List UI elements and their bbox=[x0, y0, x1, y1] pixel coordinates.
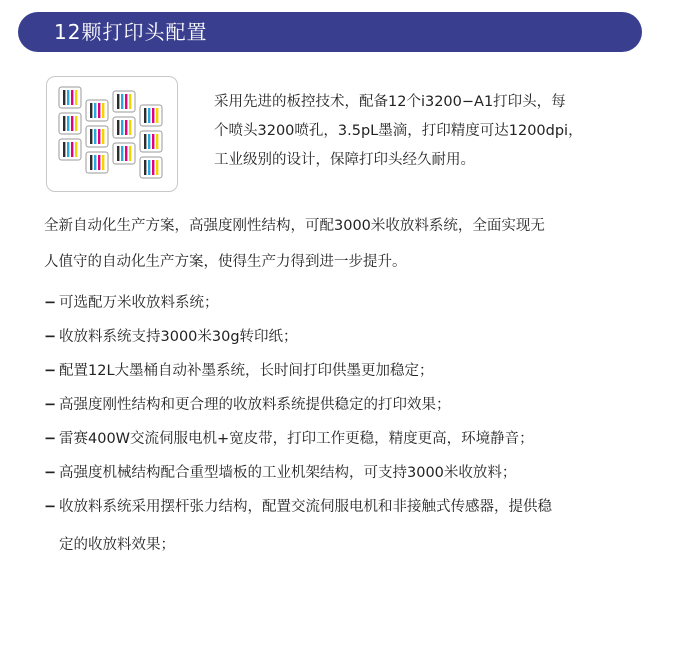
feature-list bbox=[44, 286, 644, 562]
description-paragraph bbox=[44, 208, 644, 280]
printhead-10 bbox=[140, 105, 162, 126]
list-item bbox=[44, 422, 644, 456]
printhead-9 bbox=[113, 143, 135, 164]
list-item bbox=[44, 388, 644, 422]
dash-marker: − bbox=[44, 465, 57, 481]
list-item bbox=[44, 354, 644, 388]
dash-marker: − bbox=[44, 295, 57, 311]
printhead-3 bbox=[59, 139, 81, 160]
list-item bbox=[44, 490, 644, 524]
printhead-7 bbox=[113, 91, 135, 112]
printhead-8 bbox=[113, 117, 135, 138]
list-item bbox=[44, 320, 644, 354]
list-item-text: 高强度刚性结构和更合理的收放料系统提供稳定的打印效果； bbox=[59, 397, 451, 413]
description-line-1: 全新自动化生产方案，高强度刚性结构，可配3000米收放料系统，全面实现无 bbox=[44, 218, 545, 234]
dash-marker: − bbox=[44, 431, 57, 447]
list-item-text: 定的收放料效果； bbox=[59, 537, 175, 553]
printhead-2 bbox=[59, 113, 81, 134]
printhead-array-graphic bbox=[47, 77, 177, 191]
printhead-11 bbox=[140, 131, 162, 152]
section-banner bbox=[18, 12, 642, 52]
list-item-continuation bbox=[44, 528, 644, 562]
dash-marker: − bbox=[44, 397, 57, 413]
intro-line-3: 工业级别的设计，保障打印头经久耐用。 bbox=[214, 152, 475, 168]
printhead-12 bbox=[140, 157, 162, 178]
intro-line-2: 个喷头3200喷孔，3.5pL墨滴，打印精度可达1200dpi， bbox=[214, 123, 583, 139]
dash-marker: − bbox=[44, 329, 57, 345]
dash-marker: − bbox=[44, 363, 57, 379]
list-item-text: 雷赛400W交流伺服电机+宽皮带，打印工作更稳，精度更高，环境静音； bbox=[59, 431, 534, 447]
list-item bbox=[44, 286, 644, 320]
list-item bbox=[44, 456, 644, 490]
list-item-text: 高强度机械结构配合重型墙板的工业机架结构，可支持3000米收放料； bbox=[59, 465, 517, 481]
description-line-2: 人值守的自动化生产方案，使得生产力得到进一步提升。 bbox=[44, 254, 407, 270]
dash-marker: − bbox=[44, 499, 57, 515]
section-title: 12颗打印头配置 bbox=[54, 20, 208, 44]
printhead-6 bbox=[86, 152, 108, 173]
printhead-4 bbox=[86, 100, 108, 121]
intro-text bbox=[214, 88, 634, 175]
list-item-text: 可选配万米收放料系统； bbox=[59, 295, 219, 311]
intro-line-1: 采用先进的板控技术，配备12个i3200−A1打印头，每 bbox=[214, 94, 566, 110]
printhead-5 bbox=[86, 126, 108, 147]
list-item-text: 收放料系统支持3000米30g转印纸； bbox=[59, 329, 298, 345]
list-item-text: 收放料系统采用摆杆张力结构，配置交流伺服电机和非接触式传感器，提供稳 bbox=[59, 499, 552, 515]
list-item-text: 配置12L大墨桶自动补墨系统，长时间打印供墨更加稳定； bbox=[59, 363, 434, 379]
printhead-array-icon bbox=[46, 76, 178, 192]
printhead-1 bbox=[59, 87, 81, 108]
